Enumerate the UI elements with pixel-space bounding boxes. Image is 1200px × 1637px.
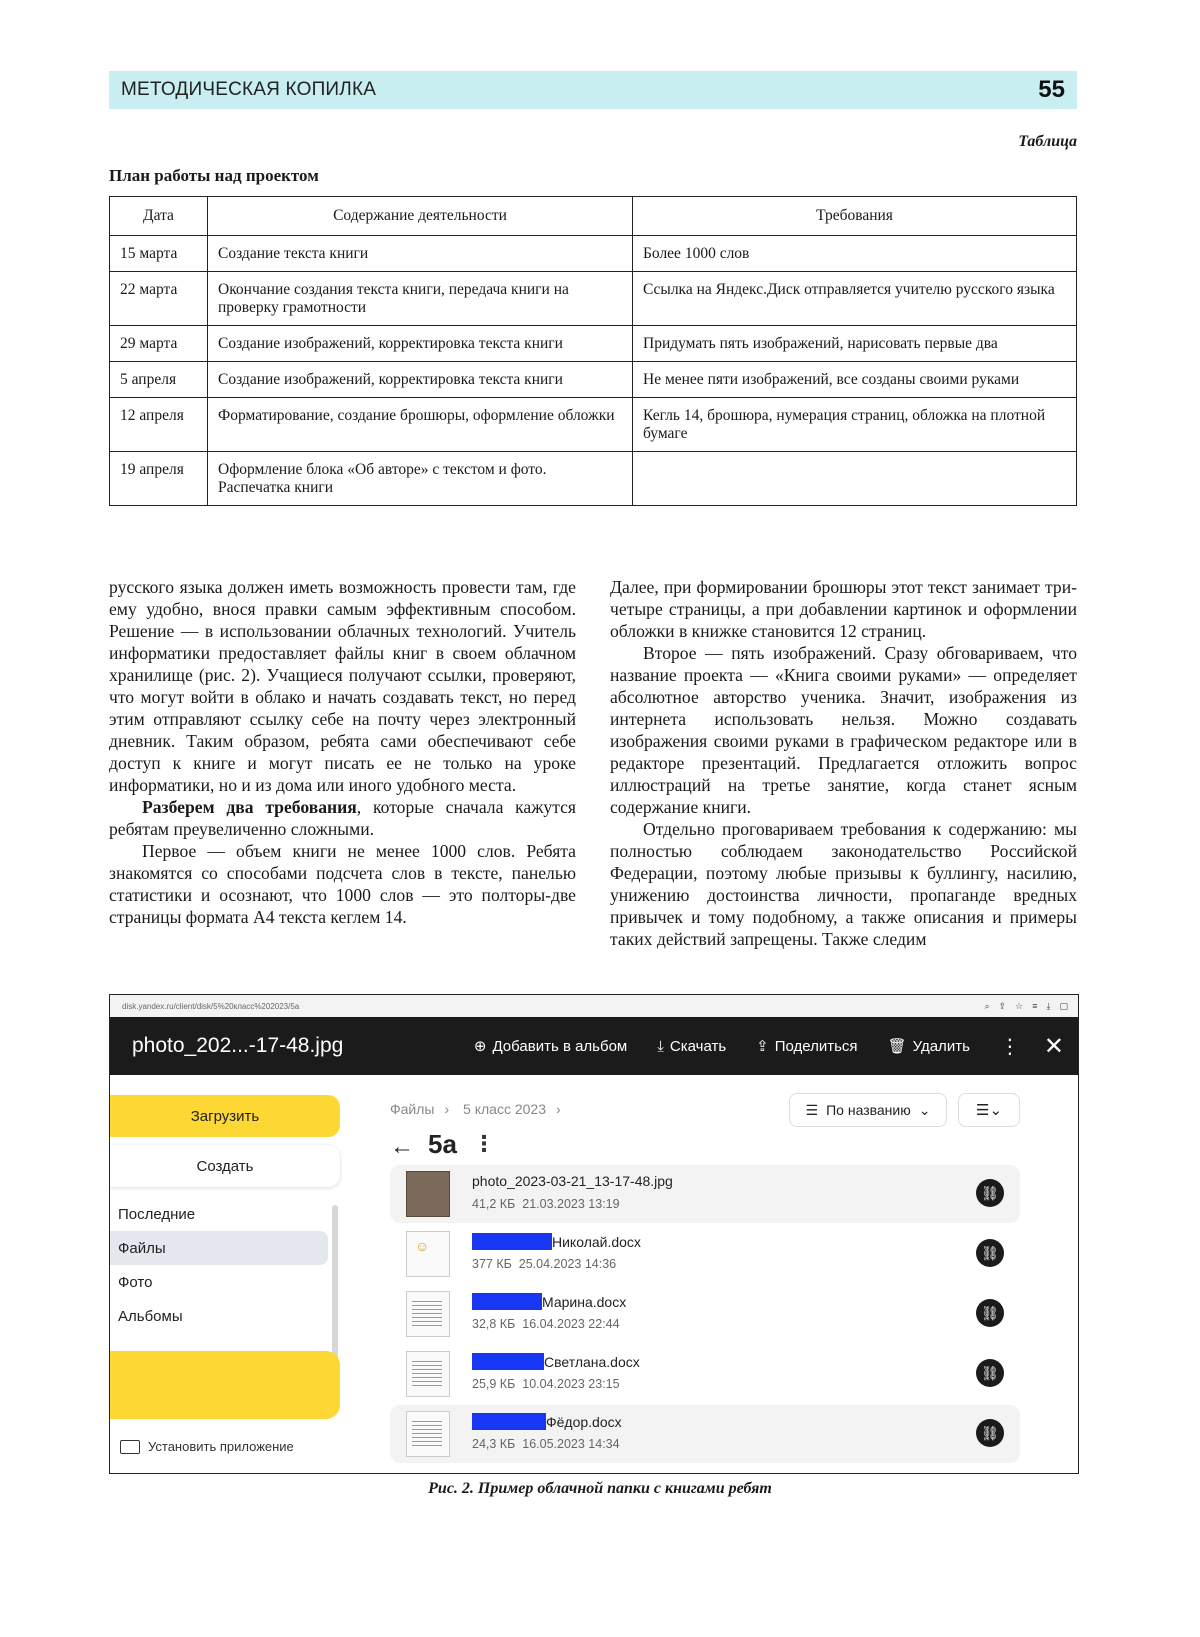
- cell-activity: Создание изображений, корректировка текста книги: [208, 326, 633, 362]
- sidebar-item-recent[interactable]: Последние: [118, 1205, 196, 1223]
- figure-caption: Рис. 2. Пример облачной папки с книгами ребят: [428, 1480, 772, 1497]
- file-name: Николай.docx: [552, 1233, 641, 1250]
- breadcrumb-separator-icon: ›: [556, 1101, 561, 1117]
- table-header-row: [110, 197, 1077, 236]
- file-meta: [472, 1437, 620, 1451]
- file-name-row: [472, 1293, 626, 1310]
- create-button[interactable]: Создать: [110, 1145, 340, 1187]
- doc-thumbnail: [406, 1231, 450, 1277]
- file-row[interactable]: [390, 1225, 1020, 1283]
- paragraph: Далее, при формировании брошюры этот текст занимает три-четыре страницы, а при добавлении картинок и оформлении обложки в книжке становится 12 страниц.: [610, 577, 1077, 641]
- table-row: [110, 362, 1077, 398]
- add-album-label: Добавить в альбом: [492, 1037, 628, 1055]
- cell-activity: Окончание создания текста книги, передача книги на проверку грамотности: [208, 272, 633, 326]
- delete-button[interactable]: [888, 1037, 970, 1055]
- sidebar-item-photo[interactable]: Фото: [118, 1273, 153, 1291]
- paragraph: русского языка должен иметь возможность провести там, где ему удобно, внося правки самым эффективным способом. Решение — в использовании облачных технологий. Учитель информатики предоставляет файлы книг в своем облачном хранилище (рис. 2). Учащиеся получают ссылки, проверяют, что могут войти в облако и начать создавать текст, но перед этим отправляют ссылку себе на почту через электронный дневник. Таким образом, ребята сами обеспечивают себе доступ к книге и могут писать ее не только на уроке информатики, но и из дома или иного удобного места.: [109, 577, 576, 795]
- breadcrumb-files[interactable]: Файлы: [390, 1101, 435, 1117]
- file-list-panel: [342, 1075, 1078, 1473]
- link-icon[interactable]: ⛓: [976, 1179, 1004, 1207]
- share-button[interactable]: [756, 1037, 857, 1055]
- promo-banner[interactable]: [110, 1351, 340, 1419]
- column-header: Содержание деятельности: [208, 197, 633, 236]
- share-label: Поделиться: [774, 1037, 858, 1055]
- file-row[interactable]: [390, 1405, 1020, 1463]
- cell-requirement: Не менее пяти изображений, все созданы своими руками: [633, 362, 1077, 398]
- sidebar-scrollbar[interactable]: [332, 1205, 338, 1361]
- file-size: 377 КБ: [472, 1257, 512, 1271]
- menu-icon[interactable]: ≡: [1032, 1000, 1038, 1011]
- doc-thumbnail: [406, 1411, 450, 1457]
- cell-date: 5 апреля: [110, 362, 208, 398]
- file-meta: [472, 1317, 620, 1331]
- close-icon[interactable]: ✕: [1043, 1032, 1064, 1060]
- table-row: [110, 236, 1077, 272]
- download-label: Скачать: [669, 1037, 727, 1055]
- file-meta: [472, 1197, 620, 1211]
- link-icon[interactable]: ⛓: [976, 1239, 1004, 1267]
- file-name: photo_2023-03-21_13-17-48.jpg: [472, 1173, 673, 1189]
- chevron-down-icon: ⌄: [918, 1101, 931, 1118]
- cell-date: 22 марта: [110, 272, 208, 326]
- delete-label: Удалить: [912, 1037, 970, 1055]
- project-plan-table: [109, 196, 1077, 506]
- file-time: 14:36: [584, 1257, 617, 1271]
- file-meta: [472, 1377, 620, 1391]
- page-number: 55: [1038, 76, 1065, 103]
- photo-thumbnail: [406, 1171, 450, 1217]
- address-url: disk.yandex.ru/client/disk/5%20класс%202023/5а: [122, 1001, 300, 1011]
- chevron-down-icon: ⌄: [989, 1102, 1003, 1119]
- cell-date: 15 марта: [110, 236, 208, 272]
- bold-lead: Разберем два требования: [142, 797, 357, 817]
- cell-activity: Оформление блока «Об авторе» с текстом и фото. Распечатка книги: [208, 452, 633, 506]
- star-icon[interactable]: ☆: [1015, 1000, 1024, 1011]
- file-time: 14:34: [588, 1437, 620, 1451]
- sort-dropdown[interactable]: [789, 1093, 947, 1127]
- share-icon: ⇪: [756, 1038, 769, 1055]
- file-row[interactable]: [390, 1345, 1020, 1403]
- cell-date: 12 апреля: [110, 398, 208, 452]
- upload-button[interactable]: Загрузить: [110, 1095, 340, 1137]
- cell-requirement: Придумать пять изображений, нарисовать первые два: [633, 326, 1077, 362]
- file-name: Фёдор.docx: [546, 1413, 622, 1430]
- file-date: 10.04.2023: [522, 1377, 585, 1391]
- file-row[interactable]: [390, 1165, 1020, 1223]
- view-mode-dropdown[interactable]: [958, 1093, 1020, 1127]
- file-size: 32,8 КБ: [472, 1317, 516, 1331]
- viewer-title: photo_202...-17-48.jpg: [132, 1034, 344, 1057]
- table-title: План работы над проектом: [109, 166, 319, 185]
- more-icon[interactable]: ⋮: [999, 1035, 1020, 1058]
- sidebar: [110, 1075, 342, 1473]
- folder-more-icon[interactable]: ⋮: [473, 1131, 495, 1156]
- browser-toolbar-icons: [985, 1001, 1068, 1012]
- file-size: 24,3 КБ: [472, 1437, 516, 1451]
- link-icon[interactable]: ⛓: [976, 1419, 1004, 1447]
- paragraph: Второе — пять изображений. Сразу обговариваем, что название проекта — «Книга своими руками» — определяет абсолютное авторство ученика. Значит, изображения из интернета использовать нельзя. Можно создавать изображения своими руками в графическом редакторе или в редакторе презентаций. Предлагается отложить вопрос иллюстраций на третье занятие, когда станет ясным содержание книги.: [610, 643, 1077, 817]
- window-icon[interactable]: ▢: [1059, 1000, 1068, 1011]
- folder-title: 5а: [428, 1129, 457, 1159]
- file-date: 16.05.2023: [522, 1437, 585, 1451]
- column-header: Требования: [633, 197, 1077, 236]
- redaction-bar: [472, 1413, 546, 1430]
- doc-thumbnail: [406, 1351, 450, 1397]
- breadcrumb: [390, 1101, 571, 1117]
- cell-activity: Создание изображений, корректировка текста книги: [208, 362, 633, 398]
- file-meta: [472, 1257, 616, 1271]
- list-view-icon: ☰: [975, 1102, 990, 1119]
- cell-requirement: Более 1000 слов: [633, 236, 1077, 272]
- sidebar-item-files[interactable]: Файлы: [110, 1231, 328, 1265]
- breadcrumb-separator-icon: ›: [444, 1101, 450, 1117]
- cell-activity: Форматирование, создание брошюры, оформление обложки: [208, 398, 633, 452]
- file-time: 23:15: [588, 1377, 620, 1391]
- paragraph: [109, 796, 576, 840]
- column-header: Дата: [110, 197, 208, 236]
- running-header: [109, 71, 1077, 109]
- cell-requirement: Кегль 14, брошюра, нумерация страниц, обложка на плотной бумаге: [633, 398, 1077, 452]
- file-name-row: [472, 1353, 640, 1370]
- image-viewer-bar: [110, 1017, 1078, 1075]
- table-caption: Таблица: [1018, 133, 1077, 150]
- file-name-row: [472, 1233, 641, 1250]
- file-date: 16.04.2023: [522, 1317, 585, 1331]
- add-to-album-button[interactable]: [474, 1037, 627, 1055]
- file-size: 41,2 КБ: [472, 1197, 516, 1211]
- table-row: [110, 326, 1077, 362]
- sort-icon: ☰: [805, 1101, 819, 1118]
- cell-date: 19 апреля: [110, 452, 208, 506]
- doc-thumbnail: [406, 1291, 450, 1337]
- cell-requirement: Ссылка на Яндекс.Диск отправляется учителю русского языка: [633, 272, 1077, 326]
- body-column-left: [109, 576, 576, 928]
- file-name: Светлана.docx: [544, 1353, 640, 1370]
- trash-icon: 🗑: [887, 1038, 907, 1055]
- redaction-bar: [472, 1233, 552, 1250]
- table-row: [110, 272, 1077, 326]
- cell-date: 29 марта: [110, 326, 208, 362]
- sort-label: По названию: [826, 1102, 911, 1118]
- body-column-right: [610, 576, 1077, 950]
- breadcrumb-class[interactable]: 5 класс 2023: [463, 1101, 546, 1117]
- redaction-bar: [472, 1353, 544, 1370]
- file-row[interactable]: [390, 1285, 1020, 1343]
- zoom-icon[interactable]: ⌕: [984, 1000, 990, 1011]
- add-album-icon: ⊕: [473, 1038, 487, 1055]
- sidebar-item-albums[interactable]: Альбомы: [118, 1307, 183, 1325]
- link-icon[interactable]: ⛓: [976, 1299, 1004, 1327]
- section-title: МЕТОДИЧЕСКАЯ КОПИЛКА: [121, 79, 377, 100]
- link-icon[interactable]: ⛓: [976, 1359, 1004, 1387]
- download-icon: ⤓: [657, 1037, 664, 1055]
- redaction-bar: [472, 1293, 542, 1310]
- cell-activity: Создание текста книги: [208, 236, 633, 272]
- paragraph: Отдельно проговариваем требования к содержанию: мы полностью соблюдаем законодательство Российской Федерации, поэтому любые призывы к буллингу, насилию, унижению достоинства личности, пропаганде вредных привычек и тому подобному, а также описания и примеры таких действий запрещены. Также следим: [610, 819, 1077, 949]
- table-row: [110, 452, 1077, 506]
- figure-screenshot: [109, 994, 1079, 1474]
- file-size: 25,9 КБ: [472, 1377, 516, 1391]
- file-time: 13:19: [588, 1197, 620, 1211]
- share-icon[interactable]: ⇪: [998, 1000, 1007, 1011]
- table-row: [110, 398, 1077, 452]
- app-icon: [120, 1440, 140, 1454]
- download-icon[interactable]: ⤓: [1046, 1000, 1051, 1011]
- file-name-row: [472, 1413, 622, 1430]
- install-label: Установить приложение: [148, 1439, 294, 1454]
- download-button[interactable]: [657, 1038, 726, 1055]
- file-date: 21.03.2023: [522, 1197, 585, 1211]
- cell-requirement: [633, 452, 1077, 506]
- paragraph: Первое — объем книги не менее 1000 слов. Ребята знакомятся со способами подсчета слов в тексте, панелью статистики и осознают, что 1000 слов — это полторы-две страницы формата А4 текста кеглем 14.: [109, 841, 576, 927]
- file-name: Марина.docx: [542, 1293, 627, 1310]
- file-date: 25.04.2023: [518, 1257, 582, 1271]
- address-bar[interactable]: [110, 995, 1078, 1017]
- smiley-icon: ☺: [415, 1238, 430, 1254]
- paragraph-rest: , которые сначала кажутся ребятам преувеличенно сложными.: [109, 797, 577, 839]
- install-app-link[interactable]: [120, 1439, 294, 1454]
- back-arrow-icon[interactable]: ←: [390, 1133, 414, 1160]
- file-time: 22:44: [588, 1317, 620, 1331]
